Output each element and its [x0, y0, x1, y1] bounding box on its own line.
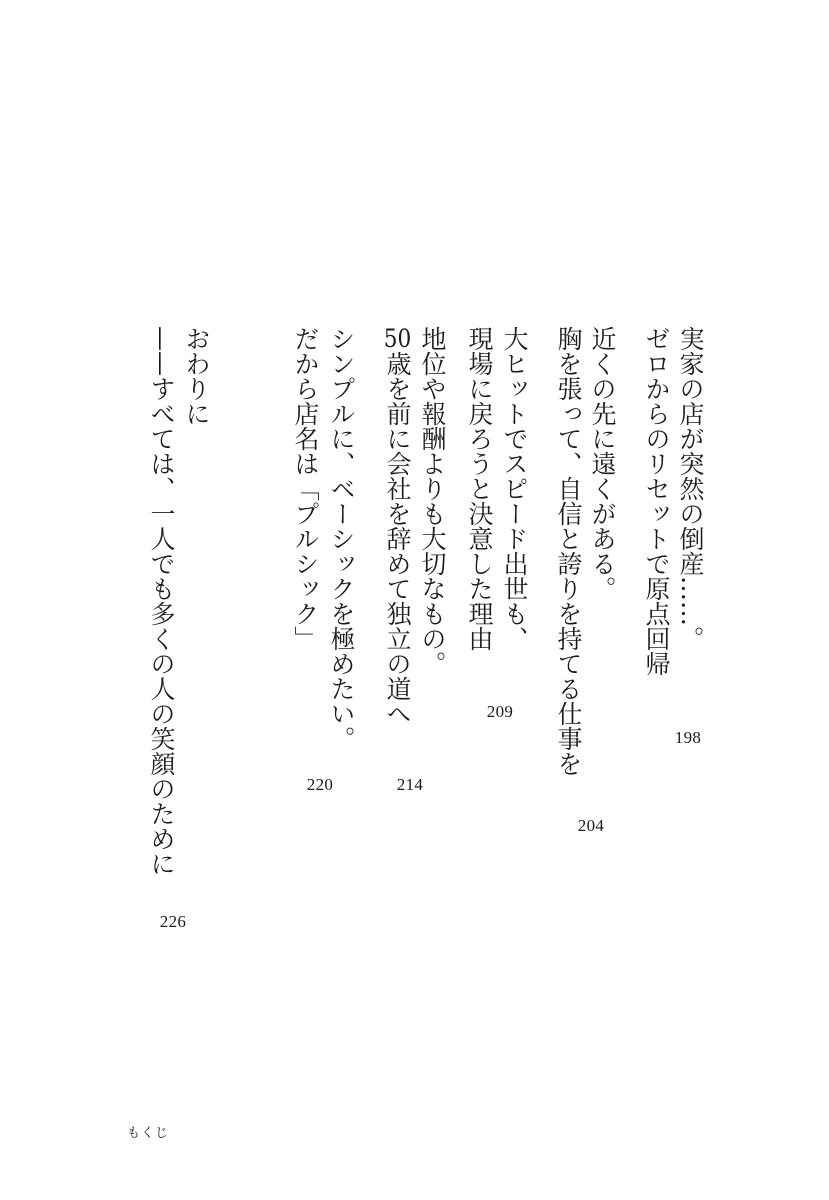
toc-entry-3-page-number: 209 — [486, 702, 514, 721]
toc-entry-6-page-number: 226 — [159, 912, 187, 931]
toc-entry-5-title: シンプルに、ベーシックを極めたい。 — [327, 326, 356, 751]
toc-entry-5-page-number: 220 — [306, 775, 334, 794]
toc-entry-2-title: 近くの先に遠くがある。 — [588, 326, 617, 601]
toc-entry-4-subtitle: 50歳を前に会社を辞めて独立の道へ — [383, 326, 412, 726]
toc-entry-3-title: 大ヒットでスピード出世も、 — [500, 326, 529, 651]
toc-entry-2-subtitle: 胸を張って、自信と誇りを持てる仕事を — [554, 326, 583, 776]
toc-entry-4-page-number: 214 — [396, 775, 424, 794]
toc-entry-2-page-number: 204 — [577, 816, 605, 835]
toc-entry-1-subtitle: ゼロからのリセットで原点回帰 — [642, 326, 671, 676]
running-head: もくじ — [127, 1126, 170, 1141]
upright-digits: 50 — [383, 326, 412, 351]
toc-entry-4-title: 地位や報酬よりも大切なもの。 — [418, 326, 447, 676]
toc-entry-3-subtitle: 現場に戻ろうと決意した理由 — [465, 326, 494, 651]
toc-entry-6-subtitle: ——すべては、一人でも多くの人の笑顔のために — [147, 326, 176, 876]
toc-entry-6-title: おわりに — [182, 326, 211, 426]
toc-entry-5-subtitle: だから店名は「プルシック」 — [291, 326, 320, 651]
toc-entry-1-title: 実家の店が突然の倒産……。 — [676, 326, 705, 651]
toc-entry-1-page-number: 198 — [674, 728, 702, 747]
